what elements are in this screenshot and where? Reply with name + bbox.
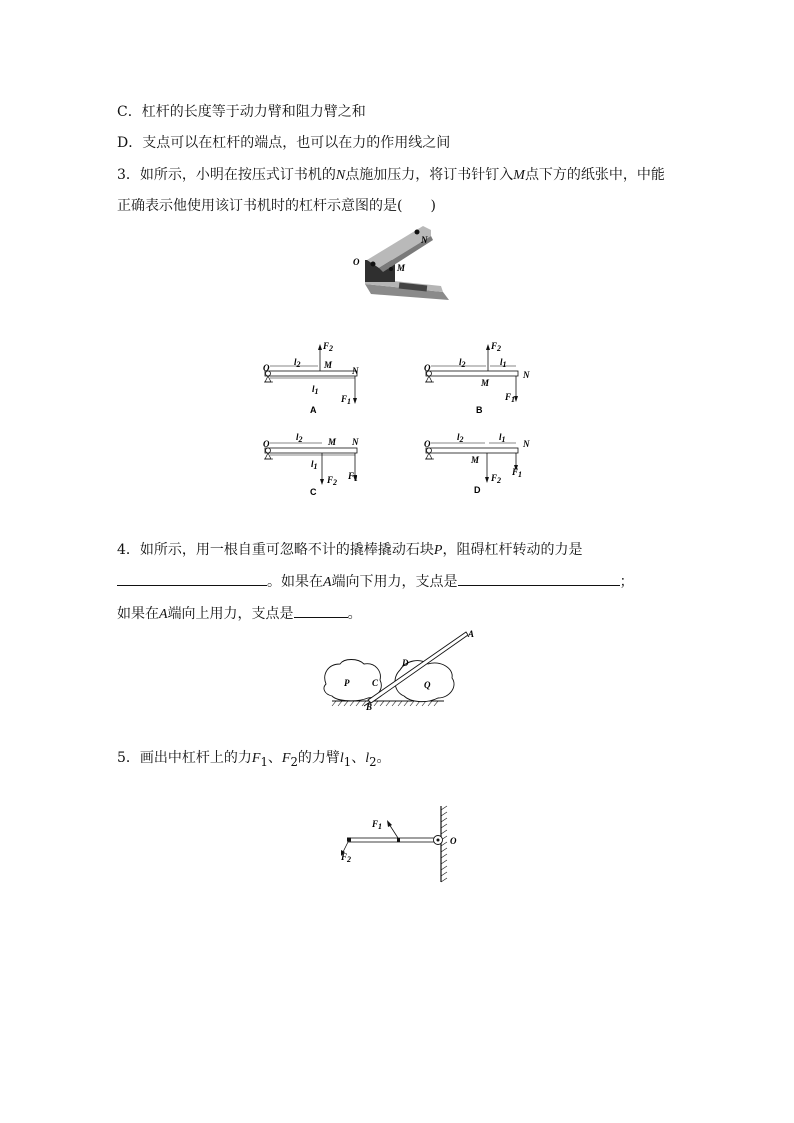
q5-l2-sub: 2 [369, 754, 377, 769]
lever-diagram-a [262, 340, 372, 416]
svg-text:l2 [457, 432, 464, 444]
q3-var-n: N [335, 168, 346, 183]
diagram-b-n: N [523, 370, 530, 380]
diagram-b-o: O [424, 363, 431, 373]
diagram-b-f2: F [491, 341, 498, 351]
diagram-b-f1-sub: 1 [511, 395, 516, 404]
svg-text:F1 [371, 819, 382, 831]
q4-line2-text-a: 。如果在 [267, 574, 323, 590]
diagram-d-o: O [424, 439, 431, 449]
lever-diagram-d [423, 425, 538, 501]
q3-text-b: 点施加压力，将订书针钉入 [345, 167, 514, 183]
q3-var-m: M [513, 168, 525, 183]
diagram-b-f2-sub: 2 [497, 344, 502, 353]
q5-text-a: 5．画出中杠杆上的力 [117, 750, 252, 766]
q4-line2-var-a: A [323, 575, 332, 590]
diagram-d-l2-sub: 2 [459, 435, 464, 444]
q5-f1-sub: 1 [260, 754, 268, 769]
diagram-d-l1-sub: 1 [501, 435, 506, 444]
svg-text:l1 [499, 432, 506, 444]
diagram-c-f1: F [348, 471, 355, 481]
diagram-b-l1-sub: 1 [502, 360, 507, 369]
svg-text:F2 [340, 852, 351, 864]
diagram-c-f2-sub: 2 [333, 478, 338, 487]
question-4-line-2 [117, 571, 634, 593]
crowbar-label-b: B [366, 702, 373, 712]
diagram-c-f2: F [327, 475, 334, 485]
wall-lever-figure [335, 800, 465, 886]
q4-line2-text-b: 端向下用力，支点是 [331, 574, 458, 590]
diagram-a-f2-sub: 2 [329, 344, 334, 353]
diagram-d-f2: F [491, 473, 498, 483]
diagram-a-f2: F [323, 341, 330, 351]
diagram-d-f2-sub: 2 [497, 476, 502, 485]
q4-text-a: 4．如所示，用一根自重可忽略不计的撬棒撬动石块 [117, 542, 434, 558]
question-4-line-3 [117, 603, 362, 625]
q4-text-b: ，阻碍杠杆转动的力是 [442, 542, 583, 558]
diagram-a-m: M [324, 360, 333, 370]
option-d: D．支点可以在杠杆的端点，也可以在力的作用线之间 [117, 135, 451, 151]
answer-blank-resistance-force[interactable] [117, 571, 267, 586]
q5-f1: F [251, 751, 261, 766]
question-5-line [117, 748, 391, 772]
diagram-c-m: M [328, 437, 337, 447]
q3-text-a: 3．如所示，小明在按压式订书机的 [117, 167, 336, 183]
crowbar-label-p: P [344, 678, 350, 688]
diagram-d-f1-sub: 1 [518, 470, 523, 479]
lever-diagram-c [262, 425, 372, 501]
q5-l1-sub: 1 [343, 754, 352, 769]
crowbar-figure [320, 626, 480, 712]
diagram-d-m: M [471, 455, 480, 465]
svg-text:F1 [511, 467, 522, 479]
q5-end: 。 [376, 750, 391, 766]
diagram-c-caption: C [310, 487, 317, 497]
wall-lever-o: O [450, 836, 457, 846]
diagram-c-l2: l [296, 432, 299, 442]
wall-lever-f2-sub: 2 [347, 855, 352, 864]
svg-text:l1 [500, 357, 507, 369]
q5-sep-2: 、 [351, 750, 366, 766]
diagram-c-l1: l [311, 459, 314, 469]
svg-text:l1 [311, 459, 318, 471]
crowbar-label-a: A [468, 629, 475, 639]
wall-lever-f2: F [341, 852, 348, 862]
q4-line3-end: 。 [347, 606, 362, 622]
stapler-label-o: O [353, 257, 360, 267]
diagram-d-l2: l [457, 432, 460, 442]
svg-text:F2 [322, 341, 333, 353]
svg-text:F1 [347, 471, 358, 483]
q5-f2: F [281, 751, 291, 766]
diagram-d-l1: l [499, 432, 502, 442]
diagram-a-l1-sub: 1 [314, 387, 319, 396]
diagram-c-o: O [263, 439, 270, 449]
diagram-c-f1-sub: 1 [354, 474, 359, 483]
diagram-c-l2-sub: 2 [298, 435, 303, 444]
question-4-line-1 [117, 540, 582, 561]
svg-text:l2 [459, 357, 466, 369]
diagram-d-caption: D [474, 485, 481, 495]
svg-text:F1 [504, 392, 515, 404]
svg-text:l2 [296, 432, 303, 444]
q4-line2-end: ； [619, 574, 634, 590]
diagram-b-f1: F [505, 392, 512, 402]
svg-text:F2 [490, 341, 501, 353]
svg-text:F1 [340, 394, 351, 406]
svg-text:l2 [294, 357, 301, 369]
diagram-c-l1-sub: 1 [313, 462, 318, 471]
crowbar-label-c: C [372, 678, 379, 688]
diagram-b-caption: B [476, 405, 483, 415]
svg-text:F2 [326, 475, 337, 487]
diagram-a-o: O [263, 363, 270, 373]
diagram-a-n: N [352, 366, 359, 376]
diagram-a-l1: l [312, 384, 315, 394]
diagram-b-l2-sub: 2 [461, 360, 466, 369]
diagram-a-f1: F [341, 394, 348, 404]
diagram-a-f1-sub: 1 [347, 397, 352, 406]
lever-diagram-b [423, 340, 538, 416]
answer-blank-fulcrum-up[interactable] [294, 603, 348, 618]
q5-text-b: 的力臂 [297, 750, 340, 766]
q4-var-p: P [433, 543, 443, 558]
stapler-label-n: N [421, 235, 428, 245]
svg-text:F2 [490, 473, 501, 485]
diagram-d-f1: F [512, 467, 519, 477]
crowbar-label-q: Q [424, 680, 431, 690]
crowbar-label-d: D [402, 658, 409, 668]
q5-l2: l [365, 751, 370, 766]
stapler-image [345, 222, 455, 304]
q5-f2-sub: 2 [290, 754, 298, 769]
question-3-line-1 [117, 165, 665, 186]
q5-l1: l [339, 751, 344, 766]
diagram-b-l1: l [500, 357, 503, 367]
svg-text:l1 [312, 384, 319, 396]
diagram-b-l2: l [459, 357, 462, 367]
q4-line3-text-a: 如果在 [117, 606, 159, 622]
wall-lever-f1-sub: 1 [378, 822, 383, 831]
answer-blank-fulcrum-down[interactable] [458, 571, 620, 586]
diagram-b-m: M [481, 378, 490, 388]
diagram-a-l2-sub: 2 [296, 360, 301, 369]
q4-line3-text-b: 端向上用力，支点是 [167, 606, 294, 622]
diagram-d-n: N [523, 439, 530, 449]
q3-text-c: 点下方的纸张中，中能 [524, 167, 665, 183]
option-c: C．杠杆的长度等于动力臂和阻力臂之和 [117, 104, 366, 120]
stapler-label-m: M [397, 263, 406, 273]
q4-line3-var-a: A [159, 607, 168, 622]
diagram-a-l2: l [294, 357, 297, 367]
wall-lever-f1: F [372, 819, 379, 829]
question-3-line-2: 正确表示他使用该订书机时的杠杆示意图的是( ) [117, 198, 436, 214]
diagram-c-n: N [352, 437, 359, 447]
q5-sep-1: 、 [267, 750, 282, 766]
diagram-a-caption: A [310, 405, 317, 415]
